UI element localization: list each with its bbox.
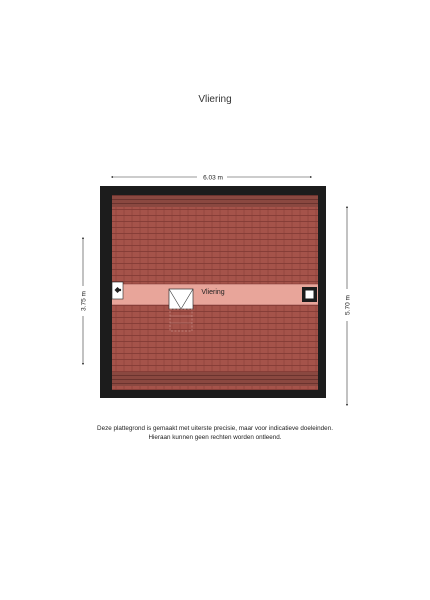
width-label: 6.03 m	[203, 174, 223, 182]
chimney	[302, 287, 317, 302]
room-label: Vliering	[201, 289, 225, 296]
right-height-label: 5.70 m	[344, 295, 352, 315]
roof-upper	[112, 195, 318, 284]
right-height-dimension	[342, 207, 352, 405]
disclaimer	[0, 424, 430, 442]
left-vent	[112, 282, 123, 299]
floor-title: Vliering	[198, 94, 232, 105]
left-height-dimension	[78, 238, 88, 364]
disclaimer-line-1: Deze plattegrond is gemaakt met uiterste precisie, maar voor indicatieve doeleinden.	[97, 425, 333, 432]
left-height-label: 3.75 m	[80, 291, 88, 311]
disclaimer-line-2: Hieraan kunnen geen rechten worden ontleend.	[148, 434, 282, 441]
width-dimension	[112, 172, 311, 182]
